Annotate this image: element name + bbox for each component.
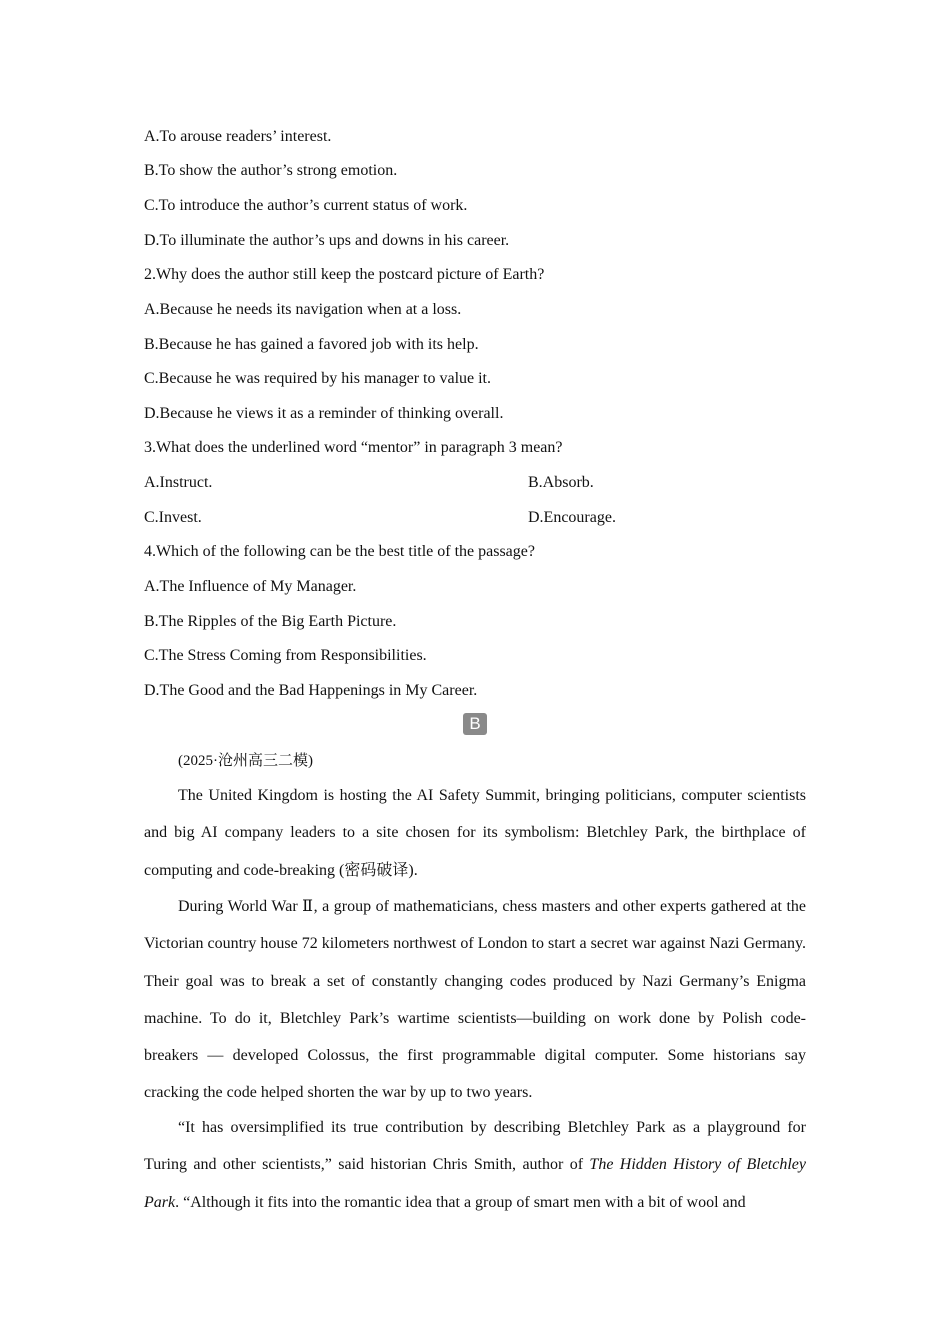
q3-option-c: C.Invest.: [144, 509, 202, 526]
paragraph-2: During World War Ⅱ, a group of mathematicians, chess masters and other experts gathered at the Victorian country house 72 kilometers northwest of London to start a secret war against Nazi Germany. Their goal was to break a set of constantly changing codes produced by Nazi Germany’s Enigma machine. To do it, Bletchley Park’s wartime scientists—building on work done by Polish code-breakers — developed Colossus, the first programmable digital computer. Some historians say cracking the code helped shorten the war by up to two years.: [144, 898, 806, 1102]
q3-option-a: A.Instruct.: [144, 474, 213, 491]
q2-option-a: A.Because he needs its navigation when at a loss.: [144, 301, 462, 318]
q2-option-b: B.Because he has gained a favored job with its help.: [144, 336, 479, 353]
paragraph-1: The United Kingdom is hosting the AI Safety Summit, bringing politicians, computer scientists and big AI company leaders to a site chosen for its symbolism: Bletchley Park, the birthplace of computing and code-breaking (密码破译).: [144, 787, 806, 879]
q2-stem: 2.Why does the author still keep the postcard picture of Earth?: [144, 266, 545, 283]
q4-stem: 4.Which of the following can be the best title of the passage?: [144, 543, 535, 560]
q1-option-b: B.To show the author’s strong emotion.: [144, 162, 398, 179]
paragraph-3-text-a: “It has oversimplified its true contribution by describing Bletchley Park as a playground for Turing and other scientists,” said historian Chris Smith, author of: [144, 1119, 806, 1174]
q2-option-c: C.Because he was required by his manager to value it.: [144, 370, 491, 387]
paragraph-3-text-b: . “Although it fits into the romantic idea that a group of smart men with a bit of wool and: [175, 1193, 746, 1211]
q3-option-b: B.Absorb.: [528, 474, 594, 491]
source-note: (2025·沧州高三二模): [178, 753, 313, 769]
q1-option-d: D.To illuminate the author’s ups and downs in his career.: [144, 232, 510, 249]
paragraph-3: [144, 1109, 806, 1221]
q1-option-c: C.To introduce the author’s current status of work.: [144, 197, 468, 214]
q4-option-a: A.The Influence of My Manager.: [144, 578, 357, 595]
q4-option-d: D.The Good and the Bad Happenings in My Career.: [144, 682, 478, 699]
q2-option-d: D.Because he views it as a reminder of thinking overall.: [144, 405, 504, 422]
section-b-badge: B: [463, 713, 487, 735]
q4-option-b: B.The Ripples of the Big Earth Picture.: [144, 613, 397, 630]
q4-option-c: C.The Stress Coming from Responsibilities.: [144, 647, 427, 664]
book-title: The Hidden History of Bletchley Park: [144, 1156, 807, 1211]
q3-option-d: D.Encourage.: [528, 509, 616, 526]
q3-stem: 3.What does the underlined word “mentor” in paragraph 3 mean?: [144, 439, 563, 456]
q1-option-a: A.To arouse readers’ interest.: [144, 128, 332, 145]
